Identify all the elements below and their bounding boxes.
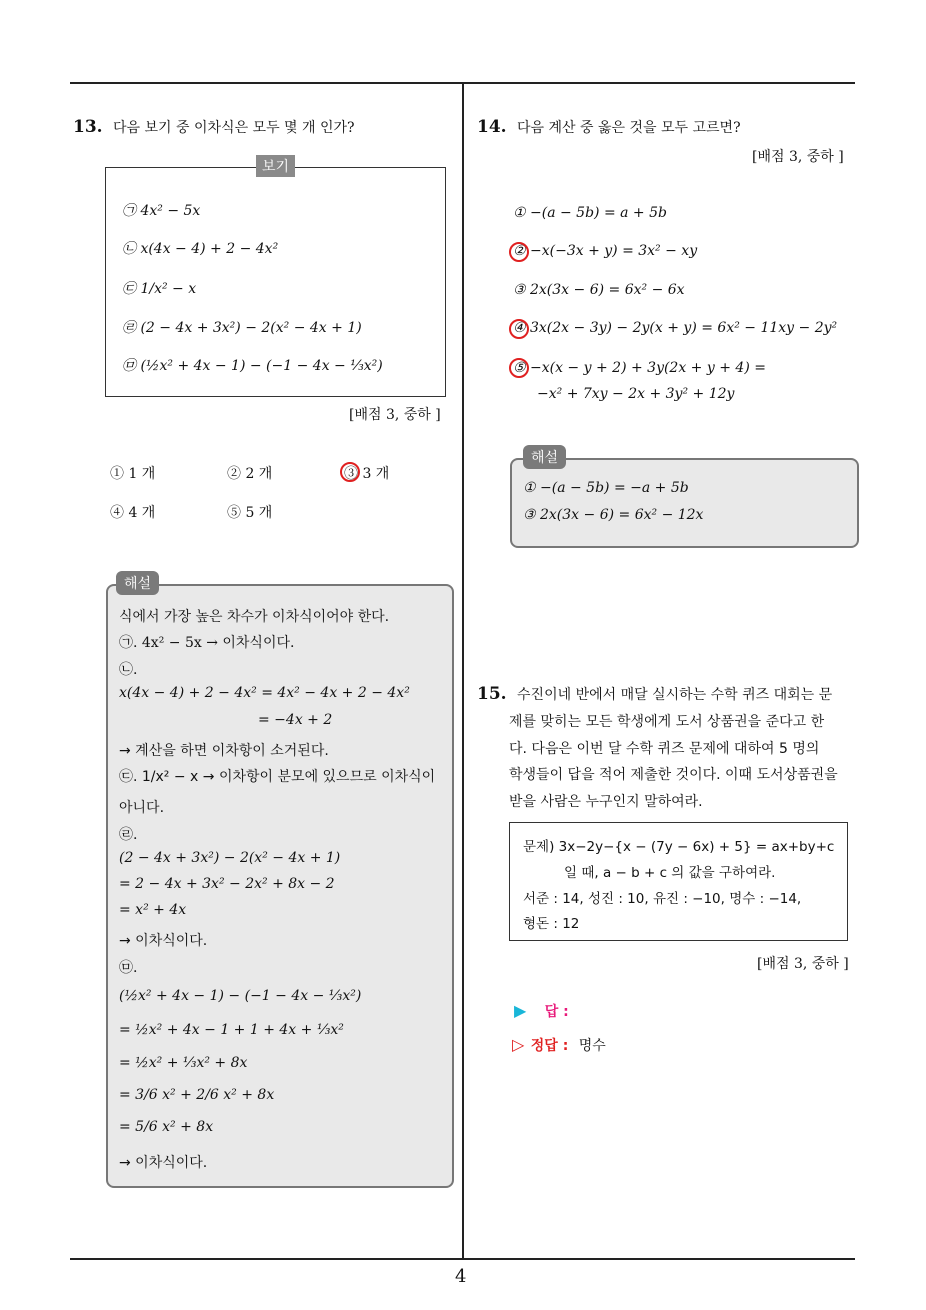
bottom-rule (70, 1258, 855, 1260)
q15-number: 15. (477, 684, 507, 704)
q13-sol-line-19: = 5/6 x² + 8x (119, 1119, 214, 1135)
q13-item-3: ㉢ 1/x² − x (122, 281, 197, 297)
q14-solution-label: 해설 (523, 445, 566, 469)
q13-sol-line-10: (2 − 4x + 3x²) − 2(x² − 4x + 1) (119, 850, 341, 866)
q14-choice-2[interactable]: ② −x(−3x + y) = 3x² − xy (513, 243, 698, 259)
q13-bogi-label: 보기 (256, 155, 295, 177)
q14-score: [배점 3, 중하 ] (752, 149, 844, 165)
q15-correct-label: 정답 : (530, 1038, 569, 1054)
q13-sol-line-17: = ½x² + ⅓x² + 8x (119, 1055, 248, 1071)
q13-score: [배점 3, 중하 ] (349, 407, 441, 423)
q15-correct-row (512, 1035, 606, 1055)
q13-sol-line-5: = −4x + 2 (258, 712, 333, 728)
q14-sol-line-2: ③ 2x(3x − 6) = 6x² − 12x (523, 507, 704, 523)
q15-correct-value: 명수 (578, 1038, 606, 1054)
q13-sol-line-12: = x² + 4x (119, 902, 187, 918)
q13-number: 13. (73, 117, 103, 137)
q13-item-4: ㉣ (2 − 4x + 3x²) − 2(x² − 4x + 1) (122, 320, 362, 336)
q14-sol-line-1: ① −(a − 5b) = −a + 5b (523, 480, 689, 496)
q15-answer-row (514, 1001, 569, 1021)
q13-choice-3[interactable]: ③ 3 개 (344, 466, 390, 482)
q13-solution-label: 해설 (116, 571, 159, 595)
q14-number: 14. (477, 117, 507, 137)
q13-sol-line-13: → 이차식이다. (119, 933, 208, 949)
q14-selected-circle-2 (509, 242, 529, 262)
q14-solution-box (510, 458, 859, 548)
q14-choice-1[interactable]: ① −(a − 5b) = a + 5b (513, 205, 667, 221)
q15-question-line-4: 학생들이 답을 적어 제출한 것이다. 이때 도서상품권을 (509, 767, 838, 783)
q15-question-line-5: 받을 사람은 누구인지 말하여라. (509, 794, 703, 810)
q13-sol-line-8: 아니다. (119, 800, 165, 816)
q13-sol-line-7: ㉢. 1/x² − x → 이차항이 분모에 있으므로 이차식이 (119, 769, 436, 785)
q13-sol-line-14: ㉤. (119, 960, 138, 976)
q13-sol-line-1: 식에서 가장 높은 차수가 이차식이어야 한다. (119, 609, 390, 625)
q13-sol-line-11: = 2 − 4x + 3x² − 2x² + 8x − 2 (119, 876, 335, 892)
q13-sol-line-15: (½x² + 4x − 1) − (−1 − 4x − ⅓x²) (119, 988, 362, 1004)
q13-sol-line-6: → 계산을 하면 이차항이 소거된다. (119, 743, 329, 759)
correct-arrow-icon: ▷ (512, 1035, 525, 1054)
q13-choice-5[interactable]: ⑤ 5 개 (227, 505, 273, 521)
q15-box-line-2: 일 때, a − b + c 의 값을 구하여라. (564, 865, 776, 881)
q14-choice-5[interactable]: ⑤ −x(x − y + 2) + 3y(2x + y + 4) = (513, 360, 766, 376)
q13-choice-2[interactable]: ② 2 개 (227, 466, 273, 482)
q14-question (477, 117, 741, 137)
q13-choice-4[interactable]: ④ 4 개 (110, 505, 156, 521)
q13-sol-line-18: = 3/6 x² + 2/6 x² + 8x (119, 1087, 275, 1103)
q15-question-line-3: 다. 다음은 이번 달 수학 퀴즈 문제에 대하여 5 명의 (509, 741, 820, 757)
q13-item-1: ㉠ 4x² − 5x (122, 203, 201, 219)
answer-arrow-icon: ▶ (514, 1001, 527, 1020)
q15-box-line-3: 서준 : 14, 성진 : 10, 유진 : −10, 명수 : −14, (523, 891, 802, 907)
q13-sol-line-9: ㉣. (119, 827, 138, 843)
q13-item-5: ㉤ (½x² + 4x − 1) − (−1 − 4x − ⅓x²) (122, 358, 383, 374)
q13-sol-line-20: → 이차식이다. (119, 1155, 208, 1171)
q13-selected-circle (340, 462, 360, 482)
q13-question-text: 다음 보기 중 이차식은 모두 몇 개 인가? (113, 120, 355, 136)
q14-choice-3[interactable]: ③ 2x(3x − 6) = 6x² − 6x (513, 282, 685, 298)
q15-box-line-1: 문제) 3x−2y−{x − (7y − 6x) + 5} = ax+by+c (523, 839, 835, 855)
q15-score: [배점 3, 중하 ] (757, 956, 849, 972)
q14-selected-circle-5 (509, 358, 529, 378)
q13-sol-line-3: ㉡. (119, 662, 138, 678)
q13-sol-line-4: x(4x − 4) + 2 − 4x² = 4x² − 4x + 2 − 4x² (119, 685, 410, 701)
q13-question (73, 117, 355, 137)
q15-question-line-1 (477, 684, 832, 704)
q13-item-2: ㉡ x(4x − 4) + 2 − 4x² (122, 241, 279, 257)
q15-answer-label: 답 : (544, 1004, 569, 1020)
q13-sol-line-2: ㉠. 4x² − 5x → 이차식이다. (119, 635, 295, 651)
q15-question-text-1: 수진이네 반에서 매달 실시하는 수학 퀴즈 대회는 문 (517, 687, 833, 703)
q13-sol-line-16: = ½x² + 4x − 1 + 1 + 4x + ⅓x² (119, 1022, 344, 1038)
q15-box-line-4: 형돈 : 12 (523, 916, 580, 932)
q14-question-text: 다음 계산 중 옳은 것을 모두 고르면? (517, 120, 741, 136)
q14-choice-4[interactable]: ④ 3x(2x − 3y) − 2y(x + y) = 6x² − 11xy − 2y² (513, 320, 838, 336)
q13-choice-1[interactable]: ① 1 개 (110, 466, 156, 482)
column-divider (462, 82, 464, 1259)
q14-selected-circle-4 (509, 319, 529, 339)
q14-choice-5-cont: −x² + 7xy − 2x + 3y² + 12y (537, 386, 735, 402)
q15-question-line-2: 제를 맞히는 모든 학생에게 도서 상품권을 준다고 한 (509, 714, 825, 730)
page-number: 4 (455, 1266, 467, 1287)
